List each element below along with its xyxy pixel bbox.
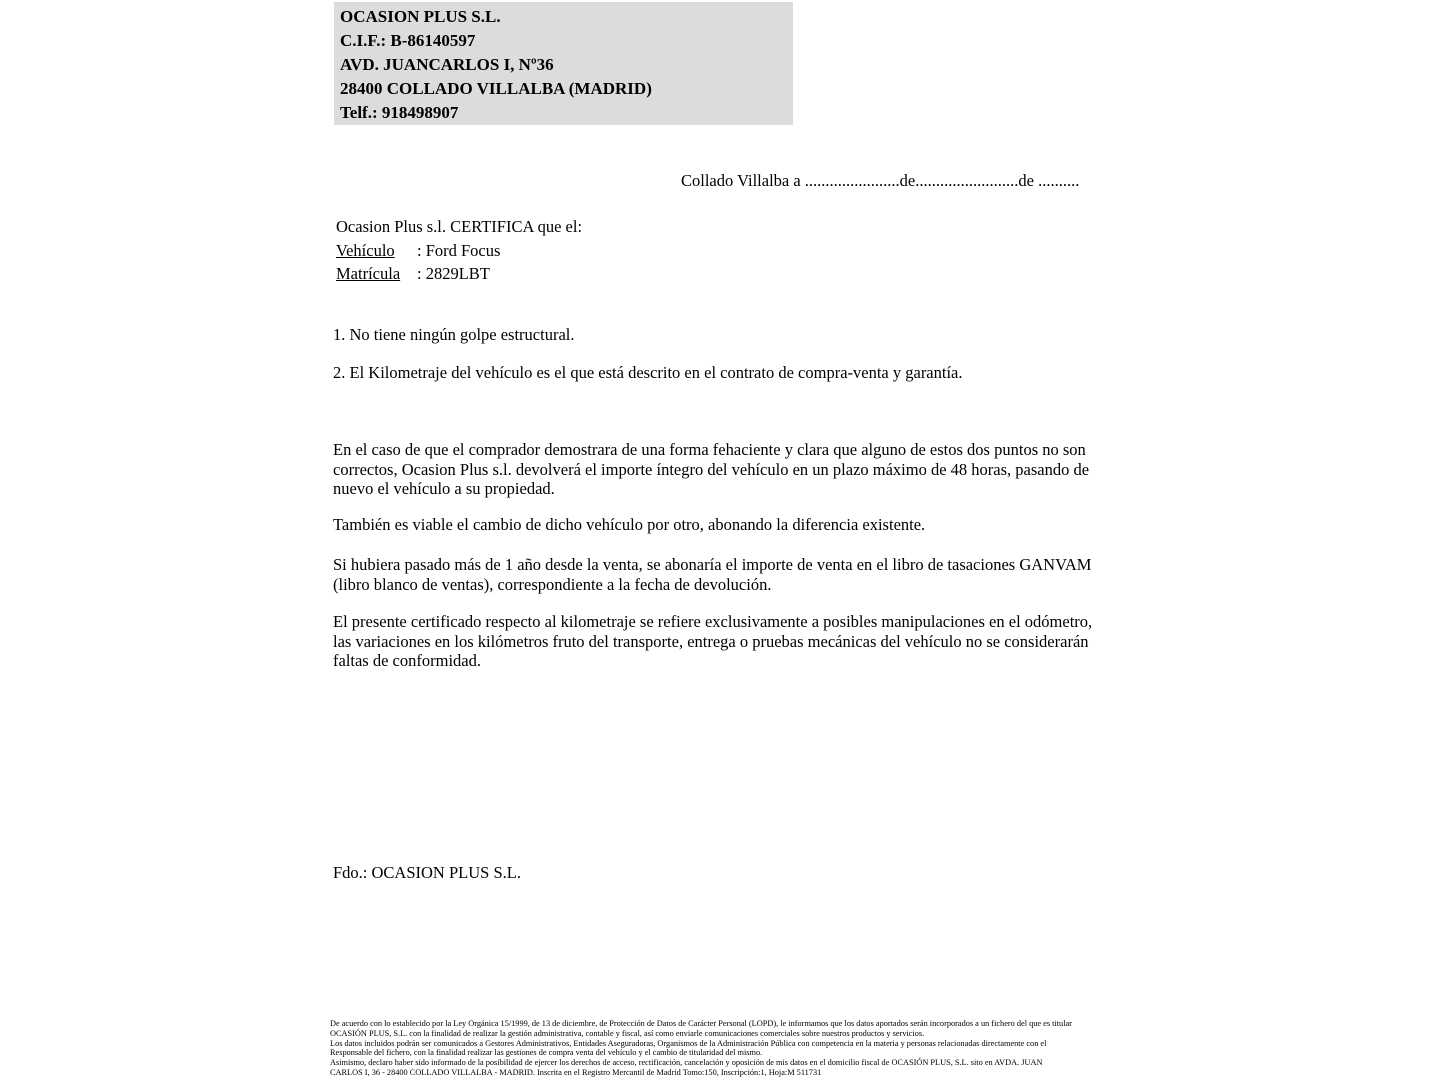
date-line: Collado Villalba a .......................de.........................de .......... [681,171,1080,190]
company-name: OCASION PLUS S.L. [340,7,501,26]
footer-line: Los datos incluidos podrán ser comunicados a Gestores Administrativos, Entidades Aseguradoras, Organismos de la Administración Pública con competencia en la materia y personas relacionadas directamente con el [330,1038,1047,1048]
paragraph-odometer: El presente certificado respecto al kilometraje se refiere exclusivamente a posibles manipulaciones en el odómetro, las variaciones en los kilómetros fruto del transporte, entrega o pruebas mecánicas del vehículo no se considerarán faltas de conformidad. [333,612,1093,670]
company-address: AVD. JUANCARLOS I, Nº36 [340,55,554,74]
plate-row [336,262,582,286]
footer-line: OCASIÓN PLUS, S.L. con la finalidad de realizar la gestión administrativa, contable y fiscal, así como enviarle comunicaciones comerciales sobre nuestros productos y servicios. [330,1028,925,1038]
paragraph-ganvam: Si hubiera pasado más de 1 año desde la venta, se abonaría el importe de venta en el libro de tasaciones GANVAM (libro blanco de ventas), correspondiente a la fecha de devolución. [333,555,1092,594]
signature-line: Fdo.: OCASION PLUS S.L. [333,863,521,882]
point-structural: 1. No tiene ningún golpe estructural. [333,325,575,344]
footer-line: CARLOS I, 36 - 28400 COLLADO VILLALBA - MADRID. Inscrita en el Registro Mercantil de Madrid Tomo:150, Inscripción:1, Hoja:M 511731 [330,1067,822,1077]
company-city: 28400 COLLADO VILLALBA (MADRID) [340,79,652,98]
footer-line: Asimismo, declaro haber sido informado de la posibilidad de ejercer los derechos de acceso, rectificación, cancelación y oposición de mis datos en el domicilio fiscal de OCASIÓN PLUS, S.L. sito en AVDA. JUAN [330,1058,1043,1067]
company-cif: C.I.F.: B-86140597 [340,31,476,50]
plate-label: Matrícula [336,264,401,283]
vehicle-value: : Ford Focus [417,240,501,260]
company-phone: Telf.: 918498907 [340,103,459,122]
vehicle-label: Vehículo [336,240,395,260]
footer-line: De acuerdo con lo establecido por la Ley Orgánica 15/1999, de 13 de diciembre, de Protección de Datos de Carácter Personal (LOPD), le informamos que los datos aportados serán incorporados a un fichero del que es titular [330,1019,1072,1028]
point-mileage: 2. El Kilometraje del vehículo es el que está descrito en el contrato de compra-venta y garantía. [333,363,963,382]
certification-intro: Ocasion Plus s.l. CERTIFICA que el: [336,217,583,236]
vehicle-row [336,239,582,263]
plate-value: : 2829LBT [417,264,490,283]
company-header [334,2,793,125]
paragraph-exchange: También es viable el cambio de dicho vehículo por otro, abonando la diferencia existente. [333,515,926,534]
footer-line: Responsable del fichero, con la finalidad realizar las gestiones de compra venta del vehículo y el cambio de titularidad del mismo. [330,1048,763,1058]
legal-footer [330,1019,1072,1078]
paragraph-refund: En el caso de que el comprador demostrara de una forma fehaciente y clara que alguno de estos dos puntos no son correctos, Ocasion Plus s.l. devolverá el importe íntegro del vehículo en un plazo máximo de 48 horas, pasando de nuevo el vehículo a su propiedad. [333,440,1090,498]
certification-block [336,215,582,286]
